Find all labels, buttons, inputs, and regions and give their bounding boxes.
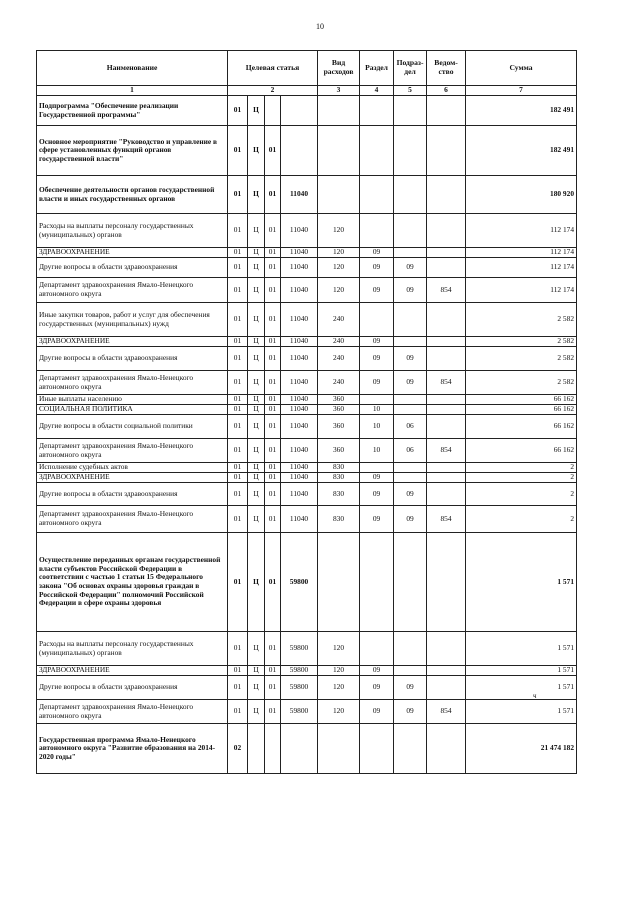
table-row xyxy=(37,126,577,176)
department-code xyxy=(427,483,466,506)
page-number: 10 xyxy=(316,22,324,31)
row-name: Иные выплаты населению xyxy=(37,395,228,405)
target-code-4: 11040 xyxy=(281,371,318,395)
row-name: Другие вопросы в области социальной политики xyxy=(37,415,228,439)
target-code-4: 11040 xyxy=(281,176,318,214)
expense-type-code xyxy=(318,724,360,774)
target-code-3 xyxy=(265,724,281,774)
row-name: Департамент здравоохранения Ямало-Ненецкого автономного округа xyxy=(37,439,228,463)
table-row xyxy=(37,371,577,395)
row-name: Исполнение судебных актов xyxy=(37,463,228,473)
target-code-2: Ц xyxy=(248,676,265,700)
subsection-code: 09 xyxy=(394,371,427,395)
target-code-1: 01 xyxy=(228,405,248,415)
department-code xyxy=(427,533,466,632)
target-code-3: 01 xyxy=(265,483,281,506)
section-code: 09 xyxy=(360,278,394,303)
department-code xyxy=(427,473,466,483)
target-code-2: Ц xyxy=(248,506,265,533)
row-name: ЗДРАВООХРАНЕНИЕ xyxy=(37,248,228,258)
target-code-1: 01 xyxy=(228,415,248,439)
table-row xyxy=(37,347,577,371)
subsection-code xyxy=(394,214,427,248)
target-code-4: 11040 xyxy=(281,405,318,415)
target-code-2: Ц xyxy=(248,483,265,506)
budget-table xyxy=(36,50,577,774)
row-name: Департамент здравоохранения Ямало-Ненецкого автономного округа xyxy=(37,278,228,303)
target-code-4 xyxy=(281,96,318,126)
target-code-2: Ц xyxy=(248,176,265,214)
header-target-article: Целевая статья xyxy=(228,51,318,86)
table-row xyxy=(37,473,577,483)
amount-value: 1 571 xyxy=(466,533,577,632)
target-code-4: 11040 xyxy=(281,214,318,248)
department-code xyxy=(427,395,466,405)
target-code-1: 01 xyxy=(228,666,248,676)
subsection-code xyxy=(394,724,427,774)
expense-type-code: 120 xyxy=(318,278,360,303)
target-code-3: 01 xyxy=(265,463,281,473)
amount-value: 1 571 xyxy=(466,676,577,700)
row-name: ЗДРАВООХРАНЕНИЕ xyxy=(37,473,228,483)
row-name: Иные закупки товаров, работ и услуг для обеспечения государственных (муниципальных) нужд xyxy=(37,303,228,337)
target-code-1: 01 xyxy=(228,473,248,483)
header-amount: Сумма xyxy=(466,51,577,86)
target-code-3 xyxy=(265,96,281,126)
expense-type-code: 120 xyxy=(318,676,360,700)
target-code-2: Ц xyxy=(248,533,265,632)
table-row xyxy=(37,405,577,415)
amount-value: 2 xyxy=(466,473,577,483)
subsection-code: 09 xyxy=(394,278,427,303)
section-code: 09 xyxy=(360,483,394,506)
expense-type-code xyxy=(318,533,360,632)
row-name: Государственная программа Ямало-Ненецкого автономного округа "Развитие образования на 2014-2020 годы" xyxy=(37,724,228,774)
target-code-3: 01 xyxy=(265,371,281,395)
row-name: Другие вопросы в области здравоохранения xyxy=(37,483,228,506)
target-code-1: 01 xyxy=(228,126,248,176)
row-name: Расходы на выплаты персоналу государственных (муниципальных) органов xyxy=(37,632,228,666)
subsection-code xyxy=(394,533,427,632)
subsection-code: 09 xyxy=(394,347,427,371)
target-code-1: 01 xyxy=(228,347,248,371)
target-code-2: Ц xyxy=(248,463,265,473)
target-code-2: Ц xyxy=(248,371,265,395)
target-code-4: 59800 xyxy=(281,632,318,666)
expense-type-code xyxy=(318,126,360,176)
target-code-1: 01 xyxy=(228,632,248,666)
section-code xyxy=(360,724,394,774)
section-code: 09 xyxy=(360,337,394,347)
expense-type-code: 830 xyxy=(318,506,360,533)
section-code: 09 xyxy=(360,248,394,258)
subsection-code xyxy=(394,473,427,483)
target-code-1: 02 xyxy=(228,724,248,774)
target-code-3: 01 xyxy=(265,258,281,278)
target-code-4: 11040 xyxy=(281,463,318,473)
target-code-4: 11040 xyxy=(281,506,318,533)
target-code-1: 01 xyxy=(228,176,248,214)
subsection-code xyxy=(394,303,427,337)
target-code-3: 01 xyxy=(265,700,281,724)
target-code-4: 59800 xyxy=(281,676,318,700)
target-code-3: 01 xyxy=(265,506,281,533)
target-code-2 xyxy=(248,724,265,774)
target-code-4: 11040 xyxy=(281,483,318,506)
expense-type-code: 120 xyxy=(318,258,360,278)
department-code xyxy=(427,126,466,176)
section-code: 09 xyxy=(360,347,394,371)
target-code-2: Ц xyxy=(248,258,265,278)
expense-type-code: 120 xyxy=(318,248,360,258)
row-name: Другие вопросы в области здравоохранения xyxy=(37,258,228,278)
expense-type-code: 830 xyxy=(318,473,360,483)
section-code xyxy=(360,176,394,214)
expense-type-code xyxy=(318,96,360,126)
section-code: 10 xyxy=(360,415,394,439)
header-department: Ведом-ство xyxy=(427,51,466,86)
department-code xyxy=(427,347,466,371)
target-code-2: Ц xyxy=(248,303,265,337)
column-number: 2 xyxy=(228,86,318,96)
target-code-3: 01 xyxy=(265,337,281,347)
target-code-2: Ц xyxy=(248,126,265,176)
target-code-4: 11040 xyxy=(281,278,318,303)
amount-value: 2 xyxy=(466,463,577,473)
subsection-code xyxy=(394,463,427,473)
amount-value: 182 491 xyxy=(466,126,577,176)
target-code-2: Ц xyxy=(248,347,265,371)
section-code: 09 xyxy=(360,666,394,676)
table-row xyxy=(37,303,577,337)
department-code: 854 xyxy=(427,371,466,395)
target-code-2: Ц xyxy=(248,439,265,463)
target-code-2: Ц xyxy=(248,415,265,439)
department-code xyxy=(427,258,466,278)
table-row xyxy=(37,666,577,676)
target-code-4 xyxy=(281,126,318,176)
scan-mark: ч xyxy=(533,692,537,700)
department-code xyxy=(427,415,466,439)
department-code xyxy=(427,724,466,774)
row-name: Осуществление переданных органам государственной власти субъектов Российской Федерации в соответствии с частью 1 статьи 15 Федерального закона "Об основах охраны здоровья граждан в Российской Федерации" полномочий Российской Федерации в сфере охраны здоровья xyxy=(37,533,228,632)
amount-value: 66 162 xyxy=(466,395,577,405)
target-code-2: Ц xyxy=(248,666,265,676)
subsection-code: 06 xyxy=(394,415,427,439)
department-code xyxy=(427,176,466,214)
expense-type-code: 120 xyxy=(318,666,360,676)
table-row xyxy=(37,395,577,405)
expense-type-code: 240 xyxy=(318,303,360,337)
amount-value: 2 xyxy=(466,506,577,533)
target-code-1: 01 xyxy=(228,506,248,533)
row-name: Подпрограмма "Обеспечение реализации Государственной программы" xyxy=(37,96,228,126)
target-code-1: 01 xyxy=(228,303,248,337)
department-code xyxy=(427,405,466,415)
table-row xyxy=(37,214,577,248)
section-code xyxy=(360,463,394,473)
target-code-3: 01 xyxy=(265,347,281,371)
table-row xyxy=(37,724,577,774)
target-code-3: 01 xyxy=(265,278,281,303)
amount-value: 182 491 xyxy=(466,96,577,126)
table-row xyxy=(37,278,577,303)
target-code-2: Ц xyxy=(248,405,265,415)
table-row xyxy=(37,439,577,463)
row-name: Расходы на выплаты персоналу государственных (муниципальных) органов xyxy=(37,214,228,248)
section-code xyxy=(360,395,394,405)
subsection-code: 09 xyxy=(394,483,427,506)
table-row xyxy=(37,176,577,214)
row-name: Департамент здравоохранения Ямало-Ненецкого автономного округа xyxy=(37,371,228,395)
expense-type-code: 120 xyxy=(318,700,360,724)
subsection-code: 09 xyxy=(394,258,427,278)
target-code-4: 59800 xyxy=(281,666,318,676)
amount-value: 2 582 xyxy=(466,337,577,347)
expense-type-code: 240 xyxy=(318,371,360,395)
expense-type-code: 360 xyxy=(318,395,360,405)
expense-type-code: 120 xyxy=(318,214,360,248)
amount-value: 2 582 xyxy=(466,303,577,337)
header-subsection: Подраз-дел xyxy=(394,51,427,86)
amount-value: 112 174 xyxy=(466,248,577,258)
target-code-4: 11040 xyxy=(281,337,318,347)
target-code-4: 11040 xyxy=(281,473,318,483)
target-code-3: 01 xyxy=(265,176,281,214)
target-code-2: Ц xyxy=(248,278,265,303)
target-code-4: 59800 xyxy=(281,700,318,724)
amount-value: 66 162 xyxy=(466,439,577,463)
target-code-3: 01 xyxy=(265,632,281,666)
target-code-2: Ц xyxy=(248,214,265,248)
target-code-3: 01 xyxy=(265,303,281,337)
table-row xyxy=(37,258,577,278)
target-code-3: 01 xyxy=(265,439,281,463)
target-code-1: 01 xyxy=(228,463,248,473)
column-number: 6 xyxy=(427,86,466,96)
amount-value: 1 571 xyxy=(466,666,577,676)
table-body xyxy=(37,96,577,774)
target-code-4: 11040 xyxy=(281,395,318,405)
target-code-1: 01 xyxy=(228,439,248,463)
target-code-3: 01 xyxy=(265,533,281,632)
row-name: Департамент здравоохранения Ямало-Ненецкого автономного округа xyxy=(37,700,228,724)
subsection-code xyxy=(394,126,427,176)
table-row xyxy=(37,632,577,666)
table-header-row xyxy=(37,51,577,86)
subsection-code xyxy=(394,248,427,258)
amount-value: 66 162 xyxy=(466,405,577,415)
department-code: 854 xyxy=(427,506,466,533)
amount-value: 112 174 xyxy=(466,214,577,248)
target-code-2: Ц xyxy=(248,395,265,405)
expense-type-code: 360 xyxy=(318,415,360,439)
department-code xyxy=(427,337,466,347)
target-code-1: 01 xyxy=(228,700,248,724)
department-code xyxy=(427,666,466,676)
section-code xyxy=(360,214,394,248)
target-code-2: Ц xyxy=(248,700,265,724)
table-row xyxy=(37,337,577,347)
department-code: 854 xyxy=(427,700,466,724)
department-code xyxy=(427,303,466,337)
target-code-3: 01 xyxy=(265,395,281,405)
department-code xyxy=(427,676,466,700)
subsection-code: 09 xyxy=(394,676,427,700)
subsection-code: 09 xyxy=(394,506,427,533)
target-code-1: 01 xyxy=(228,214,248,248)
target-code-4: 11040 xyxy=(281,347,318,371)
section-code xyxy=(360,533,394,632)
section-code xyxy=(360,303,394,337)
target-code-1: 01 xyxy=(228,258,248,278)
amount-value: 180 920 xyxy=(466,176,577,214)
subsection-code xyxy=(394,632,427,666)
row-name: ЗДРАВООХРАНЕНИЕ xyxy=(37,666,228,676)
amount-value: 2 xyxy=(466,483,577,506)
target-code-3: 01 xyxy=(265,666,281,676)
table-row xyxy=(37,483,577,506)
section-code: 09 xyxy=(360,371,394,395)
subsection-code xyxy=(394,666,427,676)
department-code: 854 xyxy=(427,278,466,303)
target-code-2: Ц xyxy=(248,632,265,666)
target-code-1: 01 xyxy=(228,248,248,258)
target-code-4 xyxy=(281,724,318,774)
target-code-4: 11040 xyxy=(281,439,318,463)
target-code-2: Ц xyxy=(248,248,265,258)
department-code xyxy=(427,214,466,248)
table-row xyxy=(37,676,577,700)
target-code-1: 01 xyxy=(228,395,248,405)
subsection-code xyxy=(394,96,427,126)
target-code-1: 01 xyxy=(228,278,248,303)
target-code-3: 01 xyxy=(265,214,281,248)
target-code-2: Ц xyxy=(248,96,265,126)
target-code-4: 11040 xyxy=(281,248,318,258)
subsection-code xyxy=(394,405,427,415)
header-name: Наименование xyxy=(37,51,228,86)
target-code-4: 11040 xyxy=(281,258,318,278)
row-name: СОЦИАЛЬНАЯ ПОЛИТИКА xyxy=(37,405,228,415)
target-code-3: 01 xyxy=(265,473,281,483)
row-name: Другие вопросы в области здравоохранения xyxy=(37,676,228,700)
section-code xyxy=(360,632,394,666)
target-code-4: 11040 xyxy=(281,415,318,439)
table-row xyxy=(37,96,577,126)
subsection-code xyxy=(394,337,427,347)
department-code: 854 xyxy=(427,439,466,463)
amount-value: 21 474 182 xyxy=(466,724,577,774)
section-code: 09 xyxy=(360,700,394,724)
target-code-1: 01 xyxy=(228,96,248,126)
expense-type-code: 830 xyxy=(318,483,360,506)
subsection-code xyxy=(394,176,427,214)
target-code-1: 01 xyxy=(228,483,248,506)
header-expense-type: Вид расходов xyxy=(318,51,360,86)
section-code: 09 xyxy=(360,676,394,700)
amount-value: 112 174 xyxy=(466,278,577,303)
amount-value: 66 162 xyxy=(466,415,577,439)
target-code-3: 01 xyxy=(265,415,281,439)
department-code xyxy=(427,632,466,666)
section-code: 10 xyxy=(360,439,394,463)
amount-value: 2 582 xyxy=(466,347,577,371)
expense-type-code: 360 xyxy=(318,439,360,463)
target-code-2: Ц xyxy=(248,473,265,483)
table-row xyxy=(37,700,577,724)
row-name: Департамент здравоохранения Ямало-Ненецкого автономного округа xyxy=(37,506,228,533)
table-row xyxy=(37,463,577,473)
target-code-1: 01 xyxy=(228,533,248,632)
column-number: 7 xyxy=(466,86,577,96)
target-code-1: 01 xyxy=(228,337,248,347)
row-name: Другие вопросы в области здравоохранения xyxy=(37,347,228,371)
table-row xyxy=(37,506,577,533)
target-code-4: 11040 xyxy=(281,303,318,337)
row-name: Обеспечение деятельности органов государственной власти и иных государственных органов xyxy=(37,176,228,214)
column-number: 5 xyxy=(394,86,427,96)
amount-value: 112 174 xyxy=(466,258,577,278)
target-code-4: 59800 xyxy=(281,533,318,632)
amount-value: 1 571 xyxy=(466,632,577,666)
header-section: Раздел xyxy=(360,51,394,86)
amount-value: 2 582 xyxy=(466,371,577,395)
subsection-code: 09 xyxy=(394,700,427,724)
target-code-3: 01 xyxy=(265,405,281,415)
expense-type-code: 830 xyxy=(318,463,360,473)
department-code xyxy=(427,248,466,258)
amount-value: 1 571 xyxy=(466,700,577,724)
department-code xyxy=(427,463,466,473)
column-number: 4 xyxy=(360,86,394,96)
section-code: 09 xyxy=(360,473,394,483)
column-number: 1 xyxy=(37,86,228,96)
expense-type-code: 240 xyxy=(318,337,360,347)
subsection-code: 06 xyxy=(394,439,427,463)
section-code xyxy=(360,126,394,176)
column-number-row xyxy=(37,86,577,96)
department-code xyxy=(427,96,466,126)
table-row xyxy=(37,415,577,439)
target-code-3: 01 xyxy=(265,676,281,700)
expense-type-code: 120 xyxy=(318,632,360,666)
expense-type-code: 360 xyxy=(318,405,360,415)
expense-type-code: 240 xyxy=(318,347,360,371)
row-name: ЗДРАВООХРАНЕНИЕ xyxy=(37,337,228,347)
target-code-1: 01 xyxy=(228,371,248,395)
section-code: 10 xyxy=(360,405,394,415)
column-number: 3 xyxy=(318,86,360,96)
table-row xyxy=(37,533,577,632)
table-row xyxy=(37,248,577,258)
row-name: Основное мероприятие "Руководство и управление в сфере установленных функций органов государственной власти" xyxy=(37,126,228,176)
target-code-3: 01 xyxy=(265,248,281,258)
subsection-code xyxy=(394,395,427,405)
target-code-3: 01 xyxy=(265,126,281,176)
section-code: 09 xyxy=(360,258,394,278)
expense-type-code xyxy=(318,176,360,214)
target-code-1: 01 xyxy=(228,676,248,700)
target-code-2: Ц xyxy=(248,337,265,347)
section-code: 09 xyxy=(360,506,394,533)
section-code xyxy=(360,96,394,126)
